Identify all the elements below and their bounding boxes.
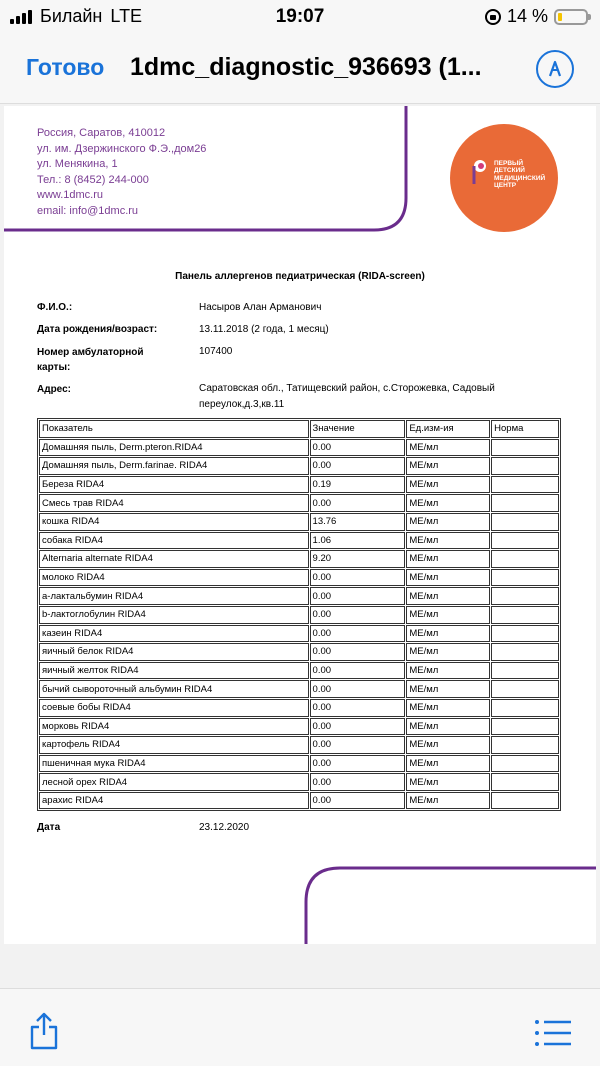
table-cell: МЕ/мл xyxy=(406,773,490,791)
table-cell: а-лактальбумин RIDA4 xyxy=(39,587,309,605)
table-row xyxy=(39,513,559,531)
table-cell xyxy=(491,718,559,736)
table-cell: молоко RIDA4 xyxy=(39,569,309,587)
table-cell: собака RIDA4 xyxy=(39,532,309,550)
orientation-lock-icon xyxy=(485,9,501,25)
table-cell: Смесь трав RIDA4 xyxy=(39,494,309,512)
table-cell: 0.00 xyxy=(310,439,406,457)
dob-label: Дата рождения/возраст: xyxy=(37,324,158,335)
list-icon[interactable] xyxy=(534,1019,572,1047)
table-cell: 0.00 xyxy=(310,680,406,698)
table-cell: МЕ/мл xyxy=(406,792,490,810)
carrier-label: Билайн xyxy=(40,6,103,26)
table-cell: казеин RIDA4 xyxy=(39,625,309,643)
table-cell: МЕ/мл xyxy=(406,494,490,512)
table-cell xyxy=(491,625,559,643)
table-row xyxy=(39,532,559,550)
table-cell: МЕ/мл xyxy=(406,662,490,680)
table-cell: МЕ/мл xyxy=(406,457,490,475)
table-row xyxy=(39,755,559,773)
table-cell: яичный белок RIDA4 xyxy=(39,643,309,661)
clinic-logo xyxy=(450,124,558,232)
date-value: 23.12.2020 xyxy=(199,822,250,833)
table-cell: кошка RIDA4 xyxy=(39,513,309,531)
table-cell xyxy=(491,439,559,457)
table-cell xyxy=(491,699,559,717)
table-cell: 0.00 xyxy=(310,662,406,680)
table-row xyxy=(39,569,559,587)
table-cell xyxy=(491,736,559,754)
patient-address-value: Саратовская обл., Татищевский район, с.Сторожевка, Садовый переулок,д.3,кв.11 xyxy=(199,383,495,410)
table-row xyxy=(39,718,559,736)
pdf-page[interactable] xyxy=(4,106,596,944)
table-cell: Alternaria alternate RIDA4 xyxy=(39,550,309,568)
address-line: www.1dmc.ru xyxy=(37,189,104,202)
table-cell: МЕ/мл xyxy=(406,476,490,494)
table-cell: пшеничная мука RIDA4 xyxy=(39,755,309,773)
table-cell: 9.20 xyxy=(310,550,406,568)
table-cell: 1.06 xyxy=(310,532,406,550)
table-cell: МЕ/мл xyxy=(406,550,490,568)
table-cell xyxy=(491,532,559,550)
card-value: 107400 xyxy=(199,346,233,357)
table-cell: Береза RIDA4 xyxy=(39,476,309,494)
address-line: Тел.: 8 (8452) 244-000 xyxy=(37,173,149,186)
navigation-bar xyxy=(0,36,600,104)
table-cell xyxy=(491,773,559,791)
table-row xyxy=(39,457,559,475)
table-cell: МЕ/мл xyxy=(406,606,490,624)
battery-percent: 14 % xyxy=(506,6,548,26)
markup-pen-icon xyxy=(544,58,566,80)
address-line: email: info@1dmc.ru xyxy=(37,204,139,217)
table-row xyxy=(39,680,559,698)
table-row xyxy=(39,587,559,605)
header-cell: Норма xyxy=(491,420,559,438)
table-row xyxy=(39,662,559,680)
table-cell: МЕ/мл xyxy=(406,755,490,773)
table-cell xyxy=(491,494,559,512)
table-cell xyxy=(491,569,559,587)
table-cell: 0.00 xyxy=(310,792,406,810)
table-cell: b-лактоглобулин RIDA4 xyxy=(39,606,309,624)
table-cell: 0.00 xyxy=(310,736,406,754)
address-line: ул. им. Дзержинского Ф.Э.,дом26 xyxy=(37,142,207,155)
table-cell xyxy=(491,550,559,568)
network-label: LTE xyxy=(110,6,143,26)
dob-value: 13.11.2018 (2 года, 1 месяц) xyxy=(199,324,329,335)
table-row xyxy=(39,550,559,568)
table-cell xyxy=(491,755,559,773)
table-cell xyxy=(491,476,559,494)
card-label: Номер амбулаторной карты: xyxy=(37,347,144,373)
footer-decor-curve xyxy=(304,864,596,944)
header-cell: Ед.изм-ия xyxy=(406,420,490,438)
table-header-row xyxy=(39,420,559,438)
address-line: ул. Менякина, 1 xyxy=(37,158,118,171)
table-cell: МЕ/мл xyxy=(406,680,490,698)
table-cell: Домашняя пыль, Derm.pteron.RIDA4 xyxy=(39,439,309,457)
date-label: Дата xyxy=(37,822,61,833)
table-cell xyxy=(491,606,559,624)
table-cell: 0.00 xyxy=(310,643,406,661)
table-cell: арахис RIDA4 xyxy=(39,792,309,810)
logo-mark-icon xyxy=(470,158,490,188)
logo-text: ПЕРВЫЙ ДЕТСКИЙ МЕДИЦИНСКИЙ ЦЕНТР xyxy=(494,160,546,190)
table-cell: 0.19 xyxy=(310,476,406,494)
document-title: 1dmc_diagnostic_936693 (1... xyxy=(130,53,482,81)
table-row xyxy=(39,643,559,661)
table-cell: 0.00 xyxy=(310,755,406,773)
results-table xyxy=(37,418,561,811)
name-label: Ф.И.О.: xyxy=(37,302,73,313)
table-cell: 0.00 xyxy=(310,569,406,587)
table-cell: МЕ/мл xyxy=(406,699,490,717)
table-cell: МЕ/мл xyxy=(406,587,490,605)
table-row xyxy=(39,773,559,791)
table-cell: бычий сывороточный альбумин RIDA4 xyxy=(39,680,309,698)
table-row xyxy=(39,606,559,624)
table-cell: 0.00 xyxy=(310,718,406,736)
table-row xyxy=(39,736,559,754)
table-cell xyxy=(491,792,559,810)
address-line: Россия, Саратов, 410012 xyxy=(37,127,166,139)
table-cell: МЕ/мл xyxy=(406,643,490,661)
table-cell xyxy=(491,457,559,475)
table-cell: МЕ/мл xyxy=(406,718,490,736)
table-cell: лесной орех RIDA4 xyxy=(39,773,309,791)
report-title: Панель аллергенов педиатрическая (RIDA-screen) xyxy=(175,271,425,282)
share-icon[interactable] xyxy=(28,1011,60,1051)
name-value: Насыров Алан Арманович xyxy=(199,302,322,313)
clock: 19:07 xyxy=(275,6,325,27)
clinic-address xyxy=(37,126,206,220)
table-cell: яичный желток RIDA4 xyxy=(39,662,309,680)
table-row xyxy=(39,699,559,717)
header-cell: Значение xyxy=(310,420,406,438)
table-cell: Домашняя пыль, Derm.farinae. RIDA4 xyxy=(39,457,309,475)
table-cell: соевые бобы RIDA4 xyxy=(39,699,309,717)
table-cell xyxy=(491,680,559,698)
table-cell xyxy=(491,643,559,661)
table-row xyxy=(39,625,559,643)
table-cell: МЕ/мл xyxy=(406,532,490,550)
table-row xyxy=(39,439,559,457)
table-cell: МЕ/мл xyxy=(406,736,490,754)
header-cell: Показатель xyxy=(39,420,309,438)
table-cell xyxy=(491,513,559,531)
table-cell: 0.00 xyxy=(310,625,406,643)
status-bar xyxy=(0,0,600,36)
table-row xyxy=(39,792,559,810)
done-button[interactable]: Готово xyxy=(26,54,105,80)
table-cell: картофель RIDA4 xyxy=(39,736,309,754)
table-cell: 0.00 xyxy=(310,773,406,791)
table-cell: морковь RIDA4 xyxy=(39,718,309,736)
table-row xyxy=(39,494,559,512)
battery-icon xyxy=(554,9,588,25)
table-cell: МЕ/мл xyxy=(406,513,490,531)
table-cell: МЕ/мл xyxy=(406,439,490,457)
table-cell xyxy=(491,587,559,605)
table-cell: 0.00 xyxy=(310,587,406,605)
table-cell: 0.00 xyxy=(310,494,406,512)
markup-button[interactable] xyxy=(536,50,574,88)
table-cell: 0.00 xyxy=(310,606,406,624)
table-cell: 0.00 xyxy=(310,699,406,717)
address-label: Адрес: xyxy=(37,384,71,395)
table-cell: 13.76 xyxy=(310,513,406,531)
table-cell: МЕ/мл xyxy=(406,625,490,643)
table-row xyxy=(39,476,559,494)
table-cell xyxy=(491,662,559,680)
bottom-toolbar xyxy=(0,988,600,1066)
table-cell: 0.00 xyxy=(310,457,406,475)
table-cell: МЕ/мл xyxy=(406,569,490,587)
